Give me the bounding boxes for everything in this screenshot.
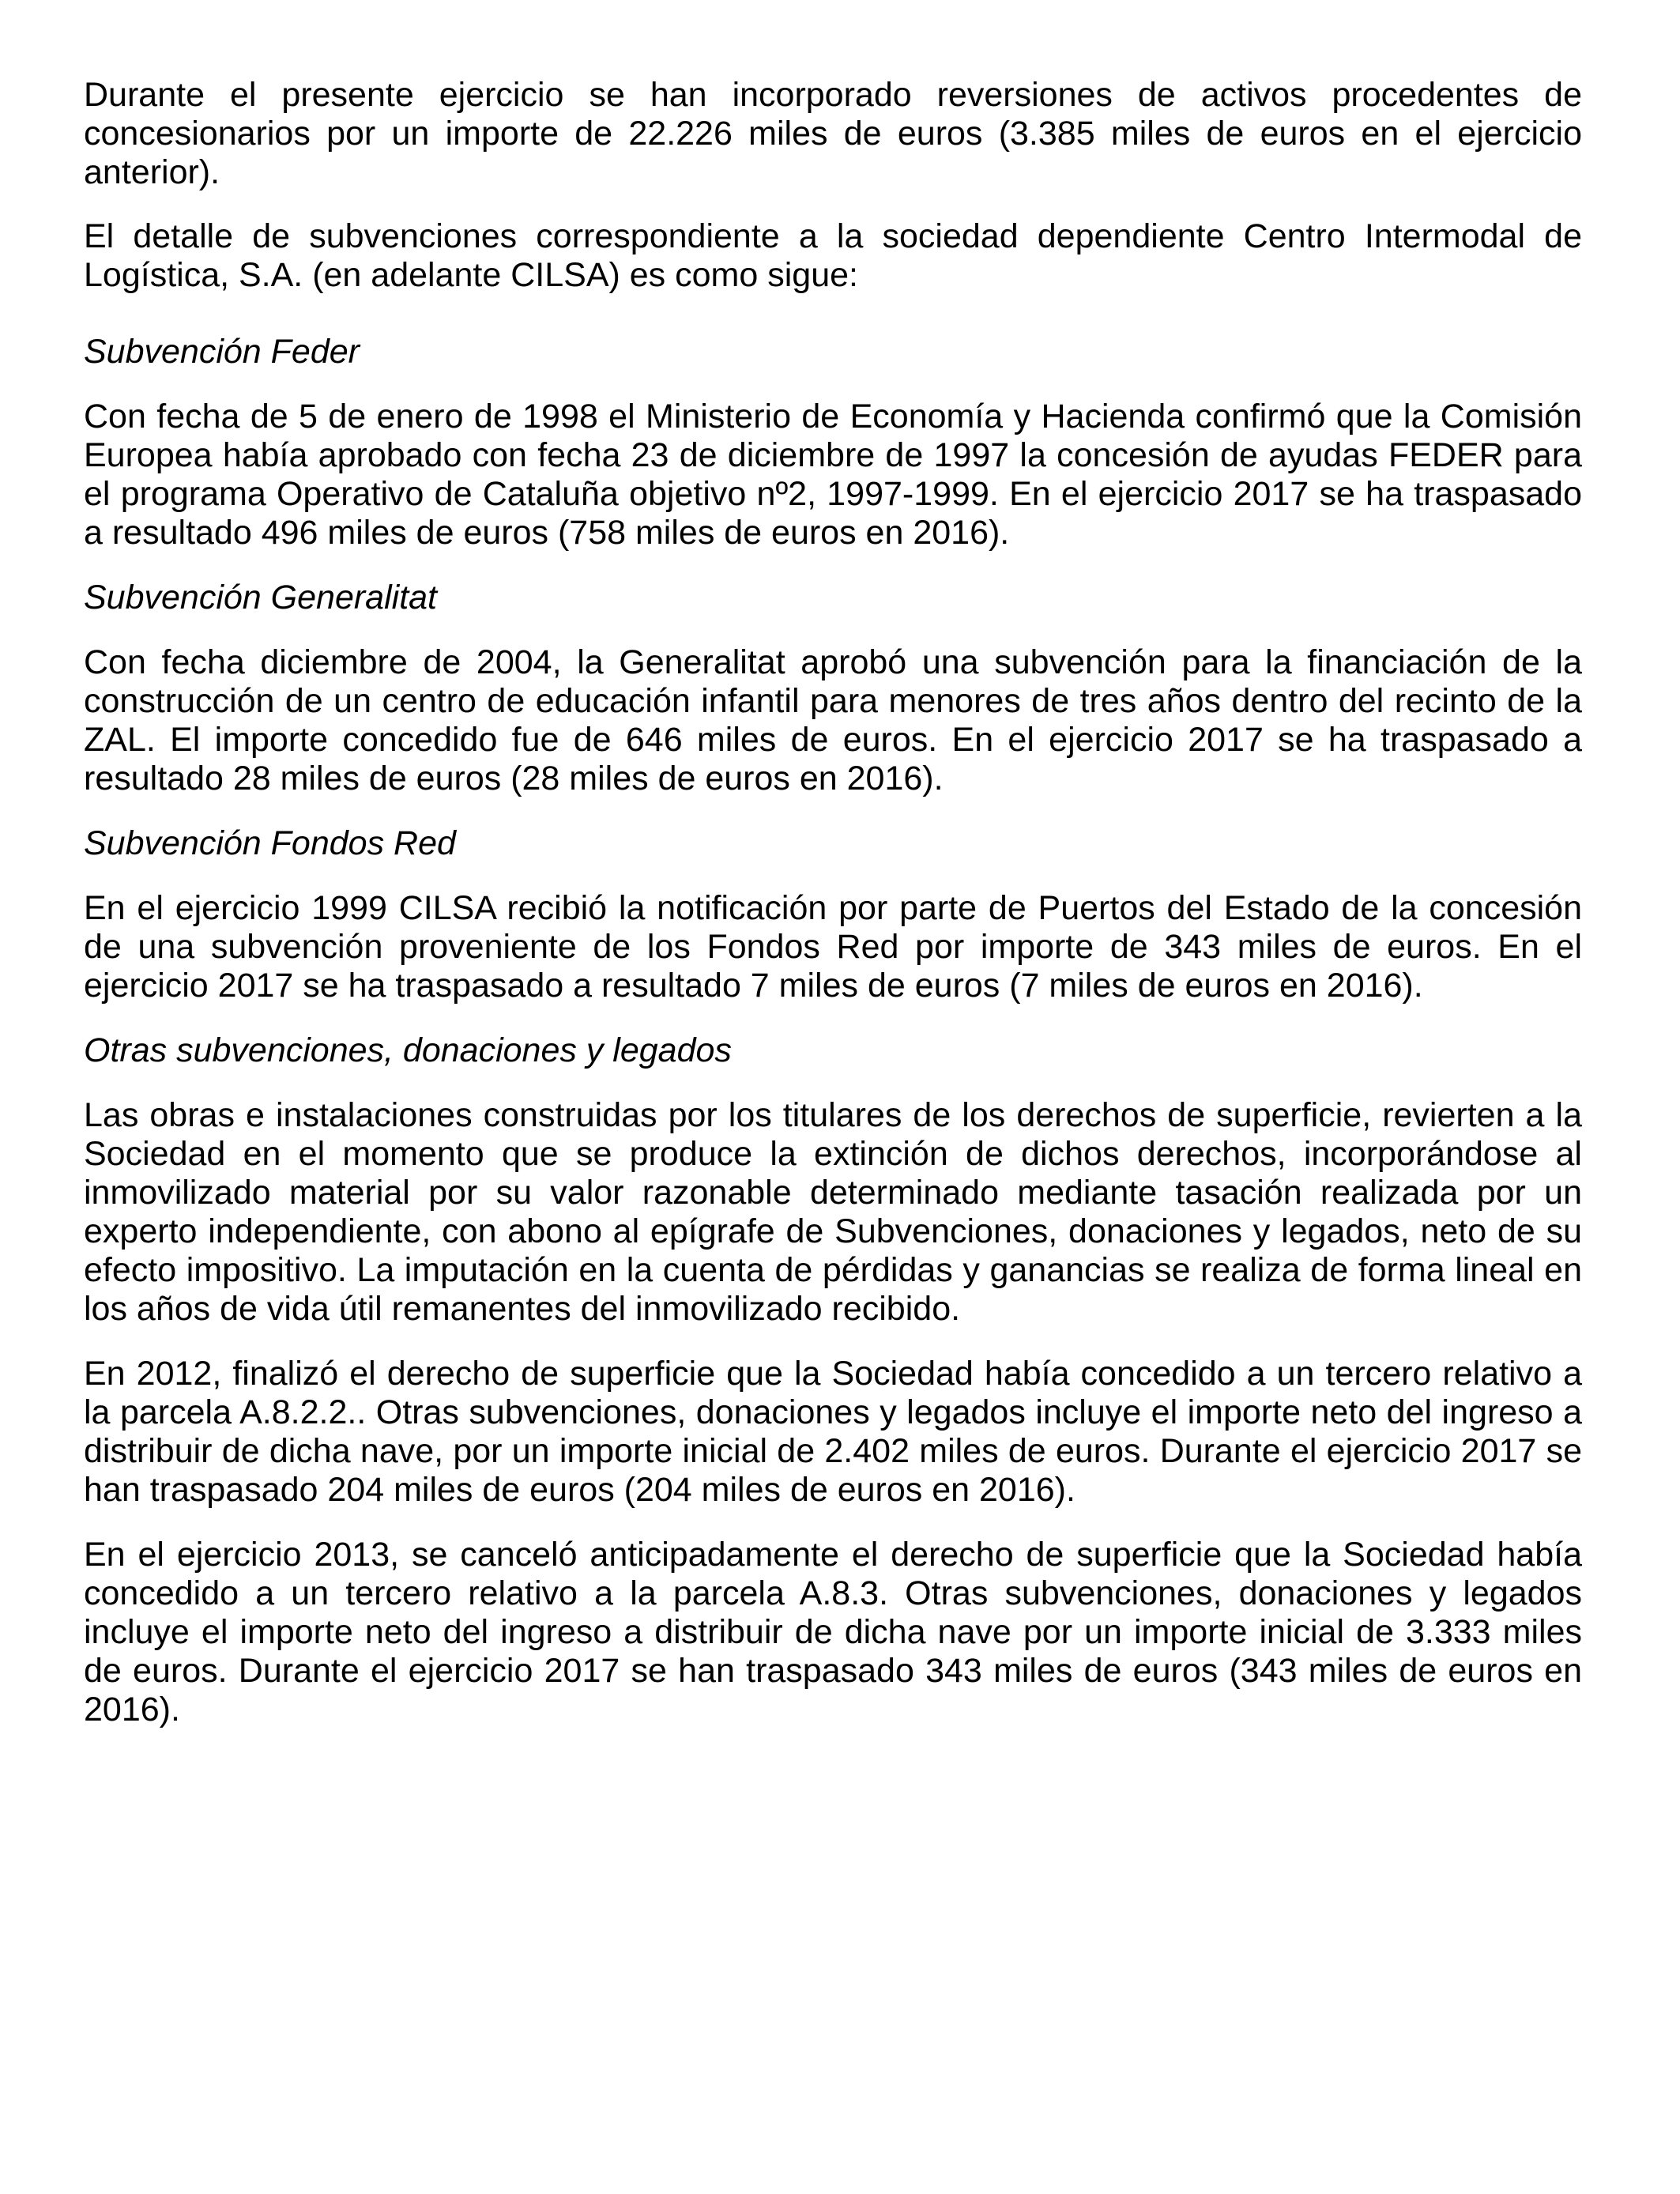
section-heading-otras: Otras subvenciones, donaciones y legados (84, 1031, 732, 1069)
section-paragraph-otras-obras: Las obras e instalaciones construidas por los titulares de los derechos de superficie, revierten a la Sociedad en el momento que se produce la extinción de dichos derechos, incorporándose al inmovilizado material por su valor razonable determinado mediante tasación realizada por un experto independiente, con abono al epígrafe de Subvenciones, donaciones y legados, neto de su efecto impositivo. La imputación en la cuenta de pérdidas y ganancias se realiza de forma lineal en los años de vida útil remanentes del inmovilizado recibido. (84, 1096, 1582, 1328)
intro-paragraph-cilsa: El detalle de subvenciones correspondiente a la sociedad dependiente Centro Intermodal de Logística, S.A. (en adelante CILSA) es como sigue: (84, 217, 1582, 294)
section-paragraph-otras-2013: En el ejercicio 2013, se canceló anticipadamente el derecho de superficie que la Sociedad había concedido a un tercero relativo a la parcela A.8.3. Otras subvenciones, donaciones y legados incluye el importe neto del ingreso a distribuir de dicha nave por un importe inicial de 3.333 miles de euros. Durante el ejercicio 2017 se han traspasado 343 miles de euros (343 miles de euros en 2016). (84, 1536, 1582, 1728)
section-heading-feder: Subvención Feder (84, 333, 360, 371)
section-paragraph-generalitat: Con fecha diciembre de 2004, la Generalitat aprobó una subvención para la financiación de la construcción de un centro de educación infantil para menores de tres años dentro del recinto de la ZAL. El importe concedido fue de 646 miles de euros. En el ejercicio 2017 se ha traspasado a resultado 28 miles de euros (28 miles de euros en 2016). (84, 643, 1582, 797)
section-heading-generalitat: Subvención Generalitat (84, 579, 438, 616)
section-paragraph-otras-2012: En 2012, finalizó el derecho de superficie que la Sociedad había concedido a un tercero relativo a la parcela A.8.2.2.. Otras subvenciones, donaciones y legados incluye el importe neto del ingreso a distribuir de dicha nave, por un importe inicial de 2.402 miles de euros. Durante el ejercicio 2017 se han traspasado 204 miles de euros (204 miles de euros en 2016). (84, 1355, 1582, 1509)
section-paragraph-fondos-red: En el ejercicio 1999 CILSA recibió la notificación por parte de Puertos del Estado de la concesión de una subvención proveniente de los Fondos Red por importe de 343 miles de euros. En el ejercicio 2017 se ha traspasado a resultado 7 miles de euros (7 miles de euros en 2016). (84, 889, 1582, 1005)
intro-paragraph-reversiones: Durante el presente ejercicio se han incorporado reversiones de activos procedentes de concesionarios por un importe de 22.226 miles de euros (3.385 miles de euros en el ejercicio anterior). (84, 76, 1582, 191)
document-page (84, 76, 1582, 1729)
section-heading-fondos-red: Subvención Fondos Red (84, 824, 456, 862)
section-paragraph-feder: Con fecha de 5 de enero de 1998 el Ministerio de Economía y Hacienda confirmó que la Comisión Europea había aprobado con fecha 23 de diciembre de 1997 la concesión de ayudas FEDER para el programa Operativo de Cataluña objetivo nº2, 1997-1999. En el ejercicio 2017 se ha traspasado a resultado 496 miles de euros (758 miles de euros en 2016). (84, 398, 1582, 552)
